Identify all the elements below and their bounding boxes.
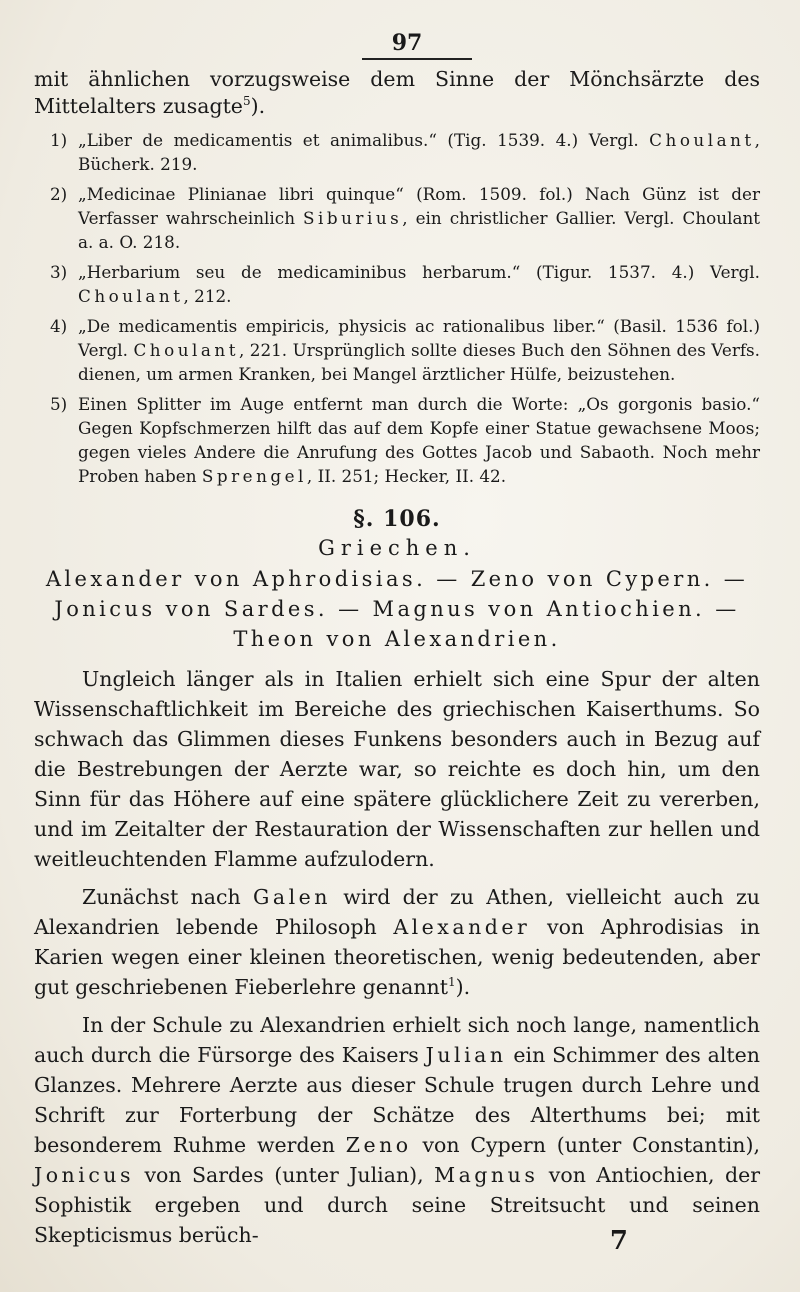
footnote-text: „Liber de medicamentis et animalibus.“ (Tig. 1539. 4.) Vergl. [78, 130, 650, 150]
footnote-text-end: , Bücherk. 219. [78, 130, 760, 174]
intro-tail: ). [250, 94, 266, 118]
paragraph-text: In der Schule zu Alexandrien erhielt sich noch lange, namentlich auch durch die Fürsorge des Kaisers [34, 1013, 760, 1067]
spaced-name-jonicus: Jonicus [34, 1163, 135, 1187]
footnote-text: „Herbarium seu de medicaminibus herbarum.“ (Tigur. 1537. 4.) Vergl. [78, 262, 760, 282]
footnote-text: „Medicinae Plinianae libri quinque“ (Rom. 1509. fol.) Nach Günz ist der Verfasser wahrscheinlich [78, 184, 760, 228]
note-ref: 1 [447, 975, 456, 990]
footnote-spaced-name: Siburius [303, 208, 403, 228]
footnote-spaced-name: Choulant [133, 340, 239, 360]
section-subtitle-line: Theon von Alexandrien. [233, 627, 561, 651]
header-rule [362, 58, 472, 60]
section-title: Griechen. [318, 536, 476, 560]
spaced-name-galen: Galen [253, 885, 332, 909]
spaced-name-zeno: Zeno [345, 1133, 412, 1157]
intro-text [34, 66, 760, 120]
footnote-text: Einen Splitter im Auge entfernt man durch die Worte: „Os gorgonis basio.“ Gegen Kopfschmerzen hilft das auf dem Kopfe einer Statue gewachsene Moos; gegen vieles Andere die Anrufung des Gottes Jacob und Sabaoth. Noch mehr Proben haben [78, 394, 760, 486]
section-subtitle [34, 564, 760, 654]
footnote-text-end: , 221. Ursprünglich sollte dieses Buch den Söhnen des Verfs. dienen, um armen Kranken, bei Mangel ärztlicher Hülfe, beizustehen. [78, 340, 760, 384]
footnote [34, 314, 760, 386]
body-paragraph [34, 1010, 760, 1250]
footnote-number: 2) [50, 184, 68, 204]
section-subtitle-line: Jonicus von Sardes. — Magnus von Antiochien. — [54, 597, 740, 621]
spaced-name-magnus: Magnus [434, 1163, 539, 1187]
footnote-text: „De medicamentis empiricis, physicis ac rationalibus liber.“ (Basil. 1536 fol.) Vergl. [78, 316, 760, 360]
intro-note-ref: 5 [242, 94, 251, 109]
signature-mark: 7 [609, 1226, 628, 1256]
footnote-text-end: , 212. [183, 286, 232, 306]
footnote [34, 182, 760, 254]
section-number: §. 106. [353, 506, 441, 532]
intro-body: mit ähnlichen vorzugsweise dem Sinne der Mönchsärzte des Mittelalters zusagte [34, 67, 760, 118]
footnote-number: 3) [50, 262, 68, 282]
body-paragraph [34, 882, 760, 1002]
paragraph-text: ein Schimmer des alten Glanzes. Mehrere Aerzte aus dieser Schule trugen durch Lehre und Schrift zur Forterbung der Schätze des Alterthums bei; mit besonderem Ruhme werden [34, 1043, 760, 1157]
footnote-spaced-name: Choulant [649, 130, 755, 150]
section-subtitle-line: Alexander von Aphrodisias. — Zeno von Cypern. — [45, 567, 749, 591]
footnote [34, 260, 760, 308]
footnote-text-end: , ein christlicher Gallier. Vergl. Choulant a. a. O. 218. [78, 208, 760, 252]
footnote-number: 1) [50, 130, 68, 150]
spaced-name-julian: Julian [425, 1043, 507, 1067]
paragraph-text: von Antiochien, der Sophistik ergeben und durch seine Streitsucht und seinen Skepticismus berüch- [34, 1163, 761, 1247]
footnote-number: 4) [50, 316, 68, 336]
footnote-spaced-name: Choulant [78, 286, 184, 306]
paragraph-text: ). [455, 975, 471, 999]
footnote-spaced-name: Sprengel [201, 466, 307, 486]
paragraph-text: von Aphrodisias in Karien wegen einer kleinen theoretischen, wenig bedeutenden, aber gut geschriebenen Fieberlehre genannt [34, 915, 760, 999]
footnote-number: 5) [50, 394, 68, 414]
body-paragraph: Ungleich länger als in Italien erhielt sich eine Spur der alten Wissenschaftlichkeit im Bereiche des griechischen Kaiserthums. So schwach das Glimmen dieses Funkens besonders auch in Bezug auf die Bestrebungen der Aerzte war, so reichte es doch hin, um den Sinn für das Höhere auf eine spätere glücklichere Zeit zu vererben, und im Zeitalter der Restauration der Wissenschaften zur hellen und weitleuchtenden Flamme aufzulodern. [34, 667, 760, 871]
footnote [34, 392, 760, 488]
footnote-text-end: , II. 251; Hecker, II. 42. [306, 466, 507, 486]
page-number: 97 [391, 30, 423, 56]
footnote-list [34, 128, 760, 488]
paragraph-text: von Cypern (unter Constantin), [411, 1133, 761, 1157]
footnote [34, 128, 760, 176]
spaced-name-alexander: Alexander [393, 915, 531, 939]
paragraph-text: Zunächst nach [82, 885, 254, 909]
paragraph-text: von Sardes (unter Julian), [134, 1163, 435, 1187]
paragraph-text: wird der zu Athen, vielleicht auch zu Alexandrien lebende Philosoph [34, 885, 760, 939]
